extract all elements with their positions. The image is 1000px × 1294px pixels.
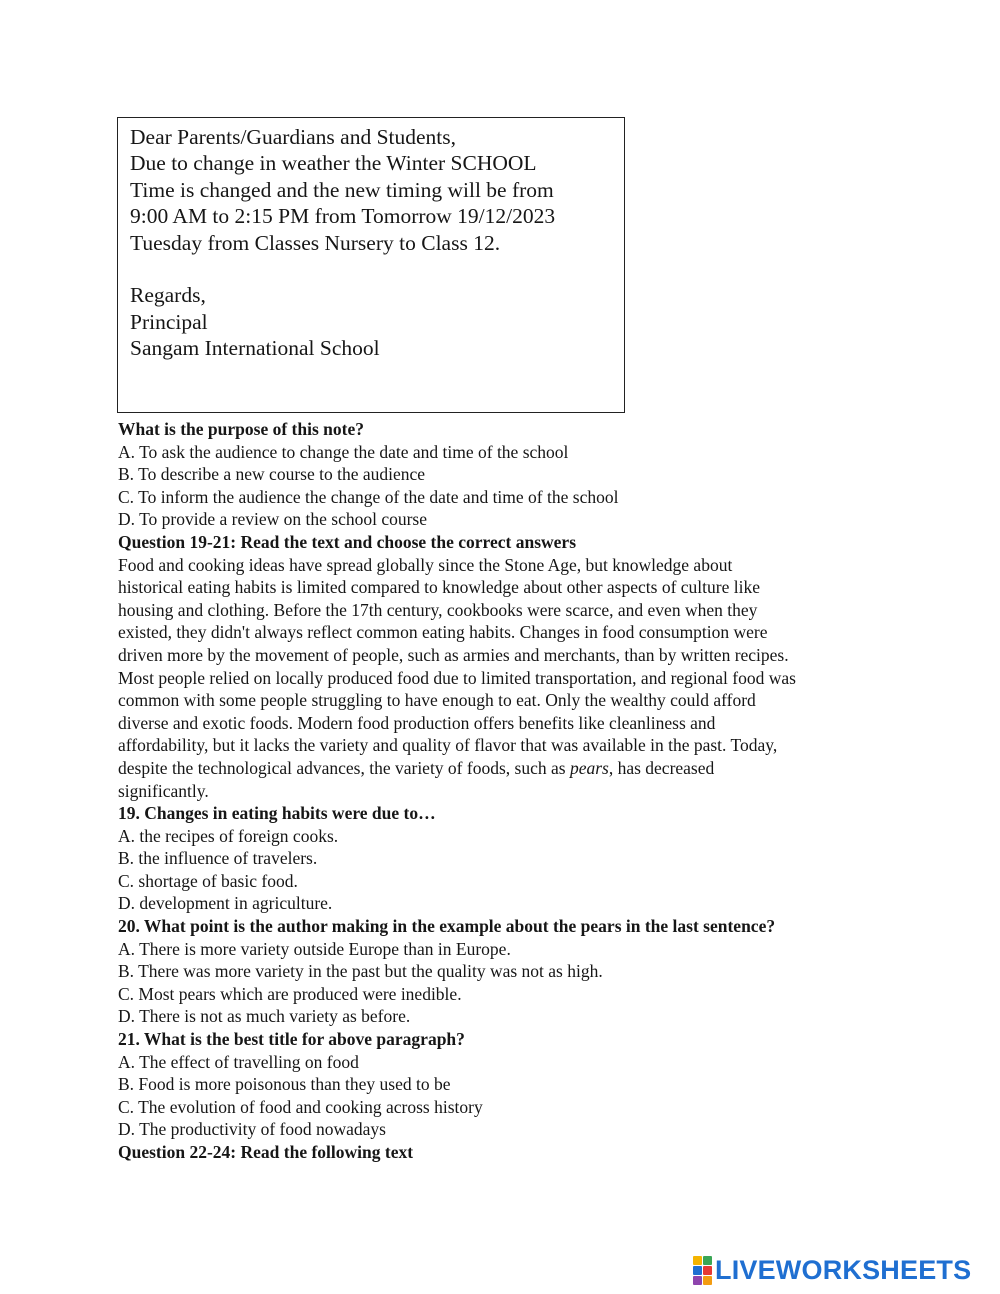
passage-line: significantly.	[118, 780, 209, 801]
question-18-prompt: What is the purpose of this note?	[118, 419, 364, 439]
question-19-prompt: 19. Changes in eating habits were due to…	[118, 803, 436, 824]
passage-line: housing and clothing. Before the 17th century, cookbooks were scarce, and even when they	[118, 599, 758, 620]
answer-option[interactable]: B. Food is more poisonous than they used to be	[118, 1074, 451, 1095]
logo-block	[703, 1276, 712, 1285]
reading-passage	[118, 554, 888, 803]
passage-italic-word: pears	[569, 757, 609, 778]
passage-line: existed, they didn't always reflect common eating habits. Changes in food consumption were	[118, 622, 768, 643]
logo-blocks-icon	[693, 1256, 712, 1285]
answer-option[interactable]: A. The effect of travelling on food	[118, 1051, 359, 1072]
logo-block	[703, 1266, 712, 1275]
answer-option[interactable]: D. development in agriculture.	[118, 893, 333, 914]
notice-closing-line: Sangam International School	[130, 336, 380, 361]
notice-line: Due to change in weather the Winter SCHOOL	[130, 151, 537, 176]
passage-text: , has decreased	[608, 757, 715, 778]
passage-line: driven more by the movement of people, such as armies and merchants, than by written recipes.	[118, 644, 789, 665]
passage-line: diverse and exotic foods. Modern food production offers benefits like cleanliness and	[118, 712, 716, 733]
logo-block	[693, 1256, 702, 1265]
passage-line: historical eating habits is limited compared to knowledge about other aspects of culture like	[118, 577, 760, 598]
answer-option[interactable]: C. shortage of basic food.	[118, 870, 298, 891]
passage-line: Most people relied on locally produced food due to limited transportation, and regional food was	[118, 667, 796, 688]
notice-box	[117, 117, 625, 413]
logo-block	[703, 1256, 712, 1265]
notice-closing-line: Principal	[130, 309, 208, 334]
answer-option[interactable]: D. To provide a review on the school course	[118, 509, 427, 530]
answer-option[interactable]: D. There is not as much variety as before.	[118, 1006, 411, 1027]
logo-block	[693, 1276, 702, 1285]
answer-option[interactable]: C. Most pears which are produced were inedible.	[118, 983, 462, 1004]
notice-line: Dear Parents/Guardians and Students,	[130, 125, 457, 149]
logo-text: LIVEWORKSHEETS	[715, 1254, 972, 1285]
section-heading: Question 22-24: Read the following text	[118, 1142, 414, 1162]
answer-option[interactable]: B. There was more variety in the past but the quality was not as high.	[118, 961, 603, 982]
section-heading: Question 19-21: Read the text and choose the correct answers	[118, 531, 577, 552]
answer-option[interactable]: A. To ask the audience to change the date and time of the school	[118, 441, 569, 462]
question-21-prompt: 21. What is the best title for above paragraph?	[118, 1029, 465, 1050]
notice-closing-line: Regards,	[130, 283, 206, 308]
answer-option[interactable]: B. To describe a new course to the audience	[118, 464, 426, 485]
answer-option[interactable]: A. There is more variety outside Europe than in Europe.	[118, 938, 511, 959]
passage-line: affordability, but it lacks the variety and quality of flavor that was available in the past. Today,	[118, 735, 778, 756]
liveworksheets-logo	[693, 1255, 971, 1285]
question-20-prompt: 20. What point is the author making in the example about the pears in the last sentence?	[118, 916, 776, 937]
answer-option[interactable]: A. the recipes of foreign cooks.	[118, 825, 339, 846]
passage-line: common with some people struggling to have enough to eat. Only the wealthy could afford	[118, 690, 756, 711]
passage-line: Food and cooking ideas have spread globally since the Stone Age, but knowledge about	[118, 554, 733, 575]
answer-option[interactable]: C. The evolution of food and cooking across history	[118, 1096, 483, 1117]
notice-spacer	[130, 256, 612, 282]
passage-text: despite the technological advances, the variety of foods, such as	[118, 757, 570, 778]
notice-line: Time is changed and the new timing will be from	[130, 177, 554, 202]
logo-block	[693, 1266, 702, 1275]
worksheet-content	[118, 418, 888, 1164]
notice-line: 9:00 AM to 2:15 PM from Tomorrow 19/12/2023	[130, 204, 556, 229]
answer-option[interactable]: D. The productivity of food nowadays	[118, 1119, 386, 1140]
answer-option[interactable]: B. the influence of travelers.	[118, 848, 318, 869]
passage-line	[118, 757, 888, 780]
notice-line: Tuesday from Classes Nursery to Class 12.	[130, 230, 501, 255]
answer-option[interactable]: C. To inform the audience the change of the date and time of the school	[118, 486, 619, 507]
